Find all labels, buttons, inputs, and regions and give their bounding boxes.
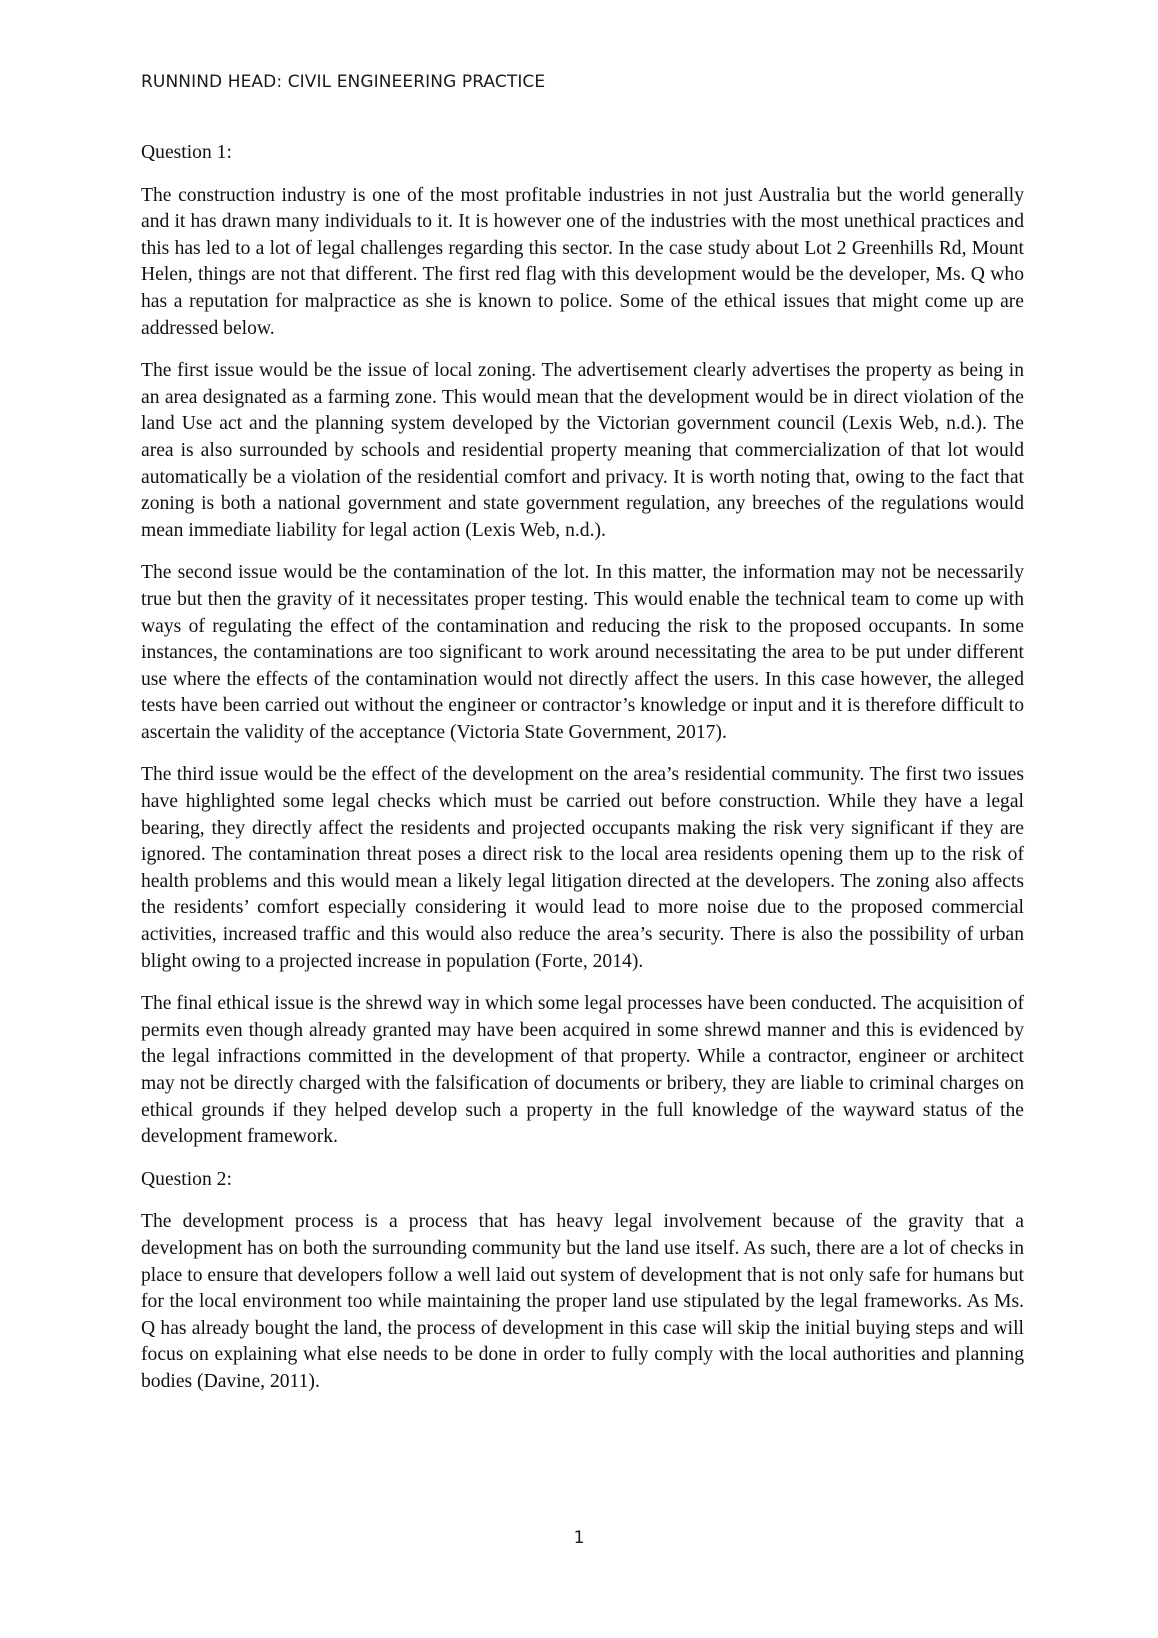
question-2-heading: Question 2: (141, 1168, 232, 1190)
paragraph-development-process: The development process is a process that has heavy legal involvement because of the gravity that a development has on both the surrounding community but the land use itself. As such, there are a lot of checks in place to ensure that developers follow a well laid out system of development that is not only safe for humans but for the local environment too while maintaining the proper land use stipulated by the legal frameworks. As Ms. Q has already bought the land, the process of development in this case will skip the initial buying steps and will focus on explaining what else needs to be done in order to fully comply with the local authorities and planning bodies (Davine, 2011). (141, 1211, 1024, 1392)
paragraph-zoning-issue: The first issue would be the issue of local zoning. The advertisement clearly advertises the property as being in an area designated as a farming zone. This would mean that the development would be in direct violation of the land Use act and the planning system developed by the Victorian government council (Lexis Web, n.d.). The area is also surrounded by schools and residential property meaning that commercialization of that lot would automatically be a violation of the residential comfort and privacy. It is worth noting that, owing to the fact that zoning is both a national government and state government regulation, any breeches of the regulations would mean immediate liability for legal action (Lexis Web, n.d.). (141, 360, 1024, 541)
document-body (141, 140, 1024, 1412)
paragraph-contamination-issue: The second issue would be the contamination of the lot. In this matter, the information may not be necessarily true but then the gravity of it necessitates proper testing. This would enable the technical team to come up with ways of regulating the effect of the contamination and reducing the risk to the proposed occupants. In some instances, the contaminations are too significant to work around necessitating the area to be put under different use where the effects of the contamination would not directly affect the users. In this case however, the alleged tests have been carried out without the engineer or contractor’s knowledge or input and it is therefore difficult to ascertain the validity of the acceptance (Victoria State Government, 2017). (141, 562, 1024, 743)
question-1-heading: Question 1: (141, 142, 232, 163)
page-number: 1 (573, 1528, 585, 1548)
paragraph-legal-process-issue: The final ethical issue is the shrewd way in which some legal processes have been conducted. The acquisition of permits even though already granted may have been acquired in some shrewd manner and this is evidenced by the legal infractions committed in the development of that property. While a contractor, engineer or architect may not be directly charged with the falsification of documents or bribery, they are liable to criminal charges on ethical grounds if they helped develop such a property in the full knowledge of the wayward status of the development framework. (141, 993, 1024, 1148)
paragraph-community-issue: The third issue would be the effect of the development on the area’s residential community. The first two issues have highlighted some legal checks which must be carried out before construction. While they have a legal bearing, they directly affect the residents and projected occupants making the risk very significant if they are ignored. The contamination threat poses a direct risk to the local area residents opening them up to the risk of health problems and this would mean a likely legal litigation directed at the developers. The zoning also affects the residents’ comfort especially considering it would lead to more noise due to the proposed commercial activities, increased traffic and this would also reduce the area’s security. There is also the possibility of urban blight owing to a projected increase in population (Forte, 2014). (141, 764, 1024, 972)
running-head: RUNNIND HEAD: CIVIL ENGINEERING PRACTICE (141, 72, 546, 92)
paragraph-introduction: The construction industry is one of the most profitable industries in not just Australia but the world generally and it has drawn many individuals to it. It is however one of the industries with the most unethical practices and this has led to a lot of legal challenges regarding this sector. In the case study about Lot 2 Greenhills Rd, Mount Helen, things are not that different. The first red flag with this development would be the developer, Ms. Q who has a reputation for malpractice as she is known to police. Some of the ethical issues that might come up are addressed below. (141, 184, 1024, 339)
